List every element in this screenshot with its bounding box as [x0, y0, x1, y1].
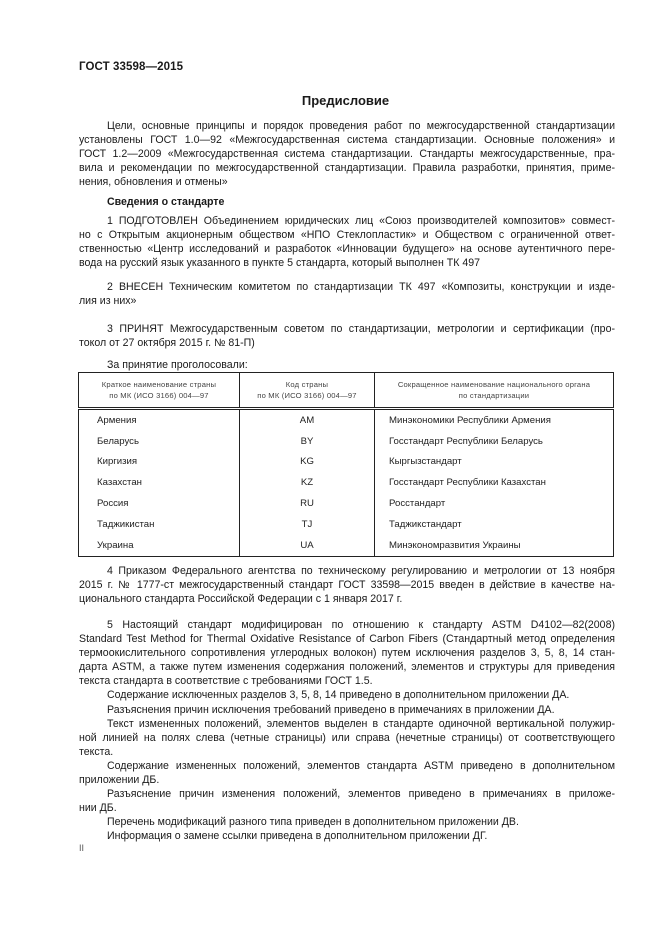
voted-label: За принятие проголосовали: — [107, 359, 248, 371]
section-heading: Сведения о стандарте — [107, 196, 225, 208]
code-cell: RU — [240, 493, 375, 514]
text-line: 2 ВНЕСЕН Техническим комитетом по стандартизации ТК 497 «Композиты, конструкции и изде- — [107, 281, 615, 293]
text-line: вода на русский язык указанного в пункте 5 стандарта, который выполнен ТК 497 — [79, 257, 481, 270]
document-code: ГОСТ 33598—2015 — [79, 61, 184, 73]
table-row — [79, 409, 614, 431]
text-line: ГОСТ 1.2—2009 «Межгосударственная система стандартизации. Стандарты межгосударственные, пра- — [79, 148, 615, 161]
text-line: текста стандарта в соответствие с требованиями ГОСТ 1.5. — [79, 675, 373, 688]
page-number: II — [79, 843, 85, 853]
text-line: ственностью «Центр исследований и разработок «Инновации будущего» на основе аутентичного пере- — [79, 243, 615, 256]
header-code: Код страны по МК (ИСО 3166) 004—97 — [240, 373, 375, 409]
country-cell: Армения — [79, 409, 240, 431]
text-line: 3 ПРИНЯТ Межгосударственным советом по стандартизации, метрологии и сертификации (про- — [107, 323, 615, 335]
country-cell: Украина — [79, 535, 240, 556]
body-cell: Госстандарт Республики Казахстан — [375, 472, 614, 493]
header-country: Краткое наименование страны по МК (ИСО 3166) 004—97 — [79, 373, 240, 409]
text-line: Цели, основные принципы и порядок проведения работ по межгосударственной стандартизации — [107, 120, 615, 132]
body-cell: Госстандарт Республики Беларусь — [375, 431, 614, 452]
page-title: Предисловие — [301, 93, 390, 108]
code-cell: KG — [240, 452, 375, 473]
text-line: Содержание исключенных разделов 3, 5, 8, 14 приведено в дополнительном приложении ДА. — [107, 689, 570, 702]
country-cell: Таджикистан — [79, 514, 240, 535]
text-line: 5 Настоящий стандарт модифицирован по отношению к стандарту ASTM D4102—82(2008) — [107, 619, 615, 631]
text-line: токол от 27 октября 2015 г. № 81-П) — [79, 337, 255, 350]
text-line: Разъяснения причин исключения требований приведено в примечаниях в приложении ДА. — [107, 703, 555, 716]
text-line: лия из них» — [79, 295, 137, 308]
text-line: Перечень модификаций разного типа приведен в дополнительном приложении ДВ. — [107, 816, 519, 829]
text-line: но с Открытым акционерным обществом «НПО Стеклопластик» и Обществом с ограниченной ответ- — [79, 229, 615, 242]
country-cell: Беларусь — [79, 431, 240, 452]
text-line: Содержание измененных положений, элементов стандарта ASTM приведено в дополнительном — [107, 759, 615, 772]
text-line: Разъяснение причин изменения положений, элементов приведено в примечаниях в приложе- — [107, 788, 615, 801]
text-line: Текст измененных положений, элементов выделен в стандарте одиночной вертикальной полужир- — [107, 717, 615, 730]
body-cell: Таджикстандарт — [375, 514, 614, 535]
table-header-row — [79, 373, 614, 409]
text-line: ной линией на полях слева (четные страницы) или справа (нечетные страницы) от соответствующего — [79, 731, 615, 744]
body-cell: Минэкономразвития Украины — [375, 535, 614, 556]
text-line: приложении ДБ. — [79, 774, 160, 787]
header-body: Сокращенное наименование национального органа по стандартизации — [375, 373, 614, 409]
table-row — [79, 493, 614, 514]
table-row — [79, 514, 614, 535]
vote-table — [78, 372, 614, 557]
text-line: Standard Test Method for Thermal Oxidative Resistance of Carbon Fibers (Стандартный метод определения — [79, 633, 615, 646]
code-cell: KZ — [240, 472, 375, 493]
code-cell: BY — [240, 431, 375, 452]
code-cell: TJ — [240, 514, 375, 535]
text-line: 1 ПОДГОТОВЛЕН Объединением юридических лиц «Союз производителей композитов» совмест- — [107, 215, 615, 227]
item-3-paragraph — [79, 322, 615, 350]
intro-paragraph — [79, 119, 615, 189]
table-row — [79, 472, 614, 493]
code-cell: UA — [240, 535, 375, 556]
text-line: термоокислительного сопротивления углеродных волокон) путем исключения разделов 3, 5, 8, 14 стан- — [79, 647, 615, 660]
item-4-paragraph — [79, 564, 615, 606]
body-cell: Минэкономики Республики Армения — [375, 409, 614, 431]
text-line: Информация о замене ссылки приведена в дополнительном приложении ДГ. — [107, 830, 488, 843]
item-1-paragraph — [79, 214, 615, 270]
text-line: ционального стандарта Российской Федерации с 1 января 2017 г. — [79, 593, 403, 606]
table-row — [79, 535, 614, 556]
body-cell: Кыргызстандарт — [375, 452, 614, 473]
text-line: нения, обновления и отмены» — [79, 176, 228, 189]
table-row — [79, 431, 614, 452]
text-line: 4 Приказом Федерального агентства по техническому регулированию и метрологии от 13 ноября — [107, 565, 615, 577]
country-cell: Казахстан — [79, 472, 240, 493]
item-2-paragraph — [79, 280, 615, 308]
country-cell: Россия — [79, 493, 240, 514]
country-cell: Киргизия — [79, 452, 240, 473]
text-line: нии ДБ. — [79, 802, 117, 815]
text-line: дарта ASTM, а также путем изменения содержания положений, элементов и структуры для приведения — [79, 661, 615, 674]
item-5-paragraph — [79, 618, 615, 844]
text-line: текста. — [79, 745, 114, 758]
text-line: 2015 г. № 1777-ст межгосударственный стандарт ГОСТ 33598—2015 введен в действие в качестве на- — [79, 579, 615, 592]
text-line: вила и рекомендации по межгосударственной стандартизации. Правила разработки, принятия, приме- — [79, 162, 615, 175]
text-line: установлены ГОСТ 1.0—92 «Межгосударственная система стандартизации. Основные положения» и — [79, 134, 615, 147]
table-row — [79, 452, 614, 473]
body-cell: Росстандарт — [375, 493, 614, 514]
code-cell: AM — [240, 409, 375, 431]
